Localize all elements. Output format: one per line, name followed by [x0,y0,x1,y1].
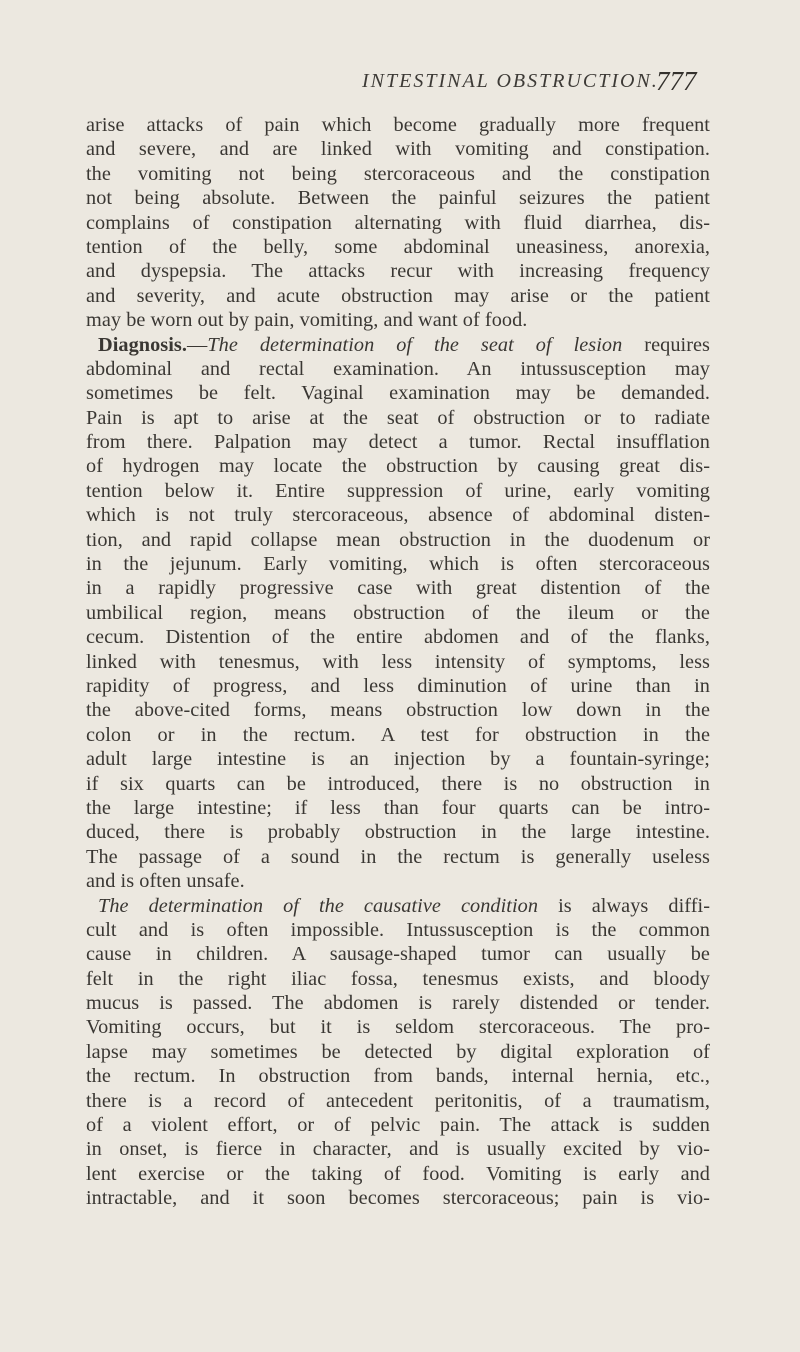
text-line: and dyspepsia. The attacks recur with increasing frequency [86,260,710,283]
text-line: cult and is often impossible. Intussusception is the common [86,918,710,941]
text-line: linked with tenesmus, with less intensity of symptoms, less [86,650,710,673]
text-line: colon or in the rectum. A test for obstruction in the [86,723,710,746]
text-line: in the jejunum. Early vomiting, which is often stercoraceous [86,553,710,576]
text-line: and severe, and are linked with vomiting and constipation. [86,138,710,161]
text-line: complains of constipation alternating with fluid diarrhea, dis- [86,211,710,234]
text-line: The passage of a sound in the rectum is generally useless [86,845,710,868]
text-line: cause in children. A sausage-shaped tumor can usually be [86,943,710,966]
page-header [0,62,800,102]
text-fragment: requires [622,333,710,356]
text-line: not being absolute. Between the painful seizures the patient [86,187,710,210]
text-line: in onset, is fierce in character, and is usually excited by vio- [86,1138,710,1161]
text-line: tention below it. Entire suppression of urine, early vomiting [86,479,710,502]
text-line: and is often unsafe. [86,870,245,893]
text-fragment: is always diffi- [538,894,710,917]
running-head: INTESTINAL OBSTRUCTION. [362,70,659,92]
text-line: of a violent effort, or of pelvic pain. The attack is sudden [86,1114,710,1137]
text-line: abdominal and rectal examination. An intussusception may [86,357,710,380]
text-line: there is a record of antecedent peritonitis, of a traumatism, [86,1089,710,1112]
body-text [86,113,710,1211]
text-line: tion, and rapid collapse mean obstruction in the duodenum or [86,528,710,551]
causative-heading-line [86,894,710,918]
text-line: and severity, and acute obstruction may arise or the patient [86,284,710,307]
text-line: the above-cited forms, means obstruction low down in the [86,699,710,722]
italic-phrase-seat-of-lesion: The determination of the seat of lesion [207,333,623,356]
text-line: arise attacks of pain which become gradually more frequent [86,114,710,136]
em-dash: — [186,333,208,356]
text-line: if six quarts can be introduced, there is no obstruction in [86,772,710,795]
text-line: in a rapidly progressive case with great distention of the [86,577,710,600]
page-number: 777 [656,66,697,96]
text-line: the rectum. In obstruction from bands, internal hernia, etc., [86,1065,710,1088]
text-line: adult large intestine is an injection by a fountain-syringe; [86,748,710,771]
text-line: mucus is passed. The abdomen is rarely distended or tender. [86,992,710,1015]
text-line: which is not truly stercoraceous, absence of abdominal disten- [86,504,710,527]
text-line: rapidity of progress, and less diminution of urine than in [86,674,710,697]
text-line: umbilical region, means obstruction of the ileum or the [86,601,710,624]
italic-phrase-causative-condition: The determination of the causative condition [98,894,539,917]
diagnosis-heading-line [86,333,710,357]
text-line: the large intestine; if less than four quarts can be intro- [86,796,710,819]
text-line: lent exercise or the taking of food. Vomiting is early and [86,1162,710,1185]
section-heading-diagnosis: Diagnosis. [98,333,187,356]
text-line: Pain is apt to arise at the seat of obstruction or to radiate [86,406,710,429]
text-line: Vomiting occurs, but it is seldom stercoraceous. The pro- [86,1016,710,1039]
text-line: tention of the belly, some abdominal uneasiness, anorexia, [86,235,710,258]
text-line: cecum. Distention of the entire abdomen and of the flanks, [86,626,710,649]
text-line: intractable, and it soon becomes stercoraceous; pain is vio- [86,1187,710,1210]
text-line: of hydrogen may locate the obstruction by causing great dis- [86,455,710,478]
text-line: from there. Palpation may detect a tumor. Rectal insufflation [86,431,710,454]
text-line: felt in the right iliac fossa, tenesmus exists, and bloody [86,967,710,990]
text-line: duced, there is probably obstruction in the large intestine. [86,821,710,844]
text-line: sometimes be felt. Vaginal examination may be demanded. [86,382,710,405]
text-line: lapse may sometimes be detected by digital exploration of [86,1040,710,1063]
text-line: may be worn out by pain, vomiting, and want of food. [86,309,528,332]
text-line: the vomiting not being stercoraceous and the constipation [86,162,710,185]
